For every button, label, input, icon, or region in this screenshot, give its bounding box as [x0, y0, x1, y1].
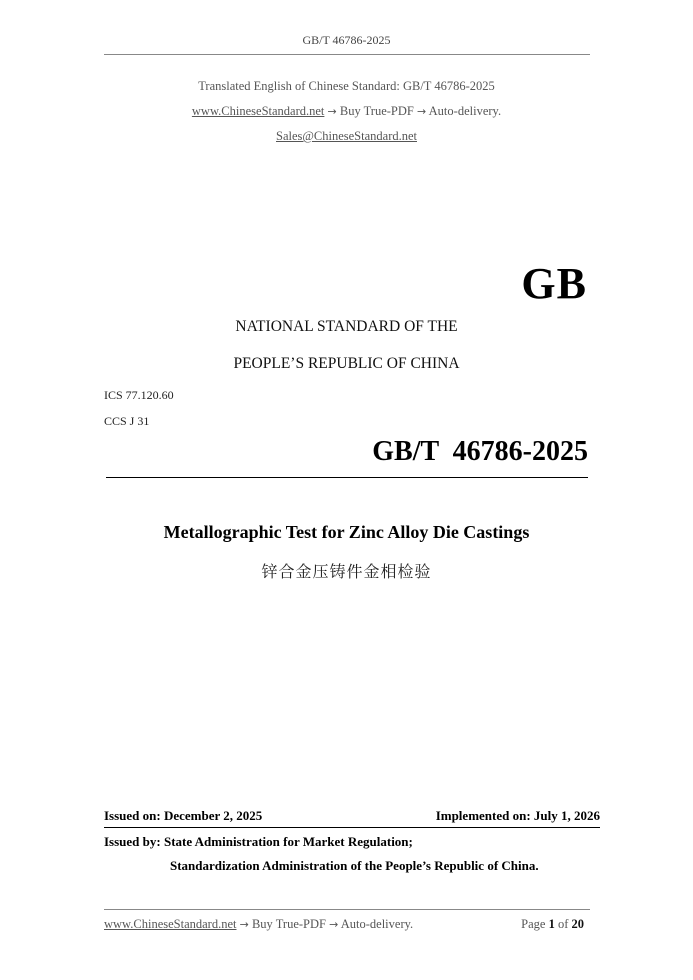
delivery-text: Auto-delivery. — [428, 104, 502, 118]
email-line — [0, 129, 693, 144]
footer-buy-text: Buy True-PDF — [251, 917, 326, 931]
issued-by: Issued by: State Administration for Market Regulation; — [104, 834, 413, 849]
footer-rule — [104, 909, 590, 910]
arrow-icon: → — [327, 105, 337, 118]
issued-by-line2: Standardization Administration of the People’s Republic of China. — [170, 858, 539, 873]
gb-mark: GB — [521, 259, 587, 308]
dates-rule — [104, 827, 600, 828]
code-rule — [106, 477, 588, 478]
ccs-code: CCS J 31 — [104, 414, 150, 428]
purchase-line — [0, 104, 693, 119]
title-english: Metallographic Test for Zinc Alloy Die Castings — [163, 522, 530, 542]
website-link[interactable]: www.ChineseStandard.net — [191, 104, 325, 118]
issued-on: Issued on: December 2, 2025 — [104, 808, 263, 823]
buy-text: Buy True-PDF — [339, 104, 414, 118]
header-rule — [104, 54, 590, 55]
page-of: of — [557, 917, 569, 931]
running-header: GB/T 46786-2025 — [302, 33, 391, 47]
arrow-icon: → — [417, 105, 427, 118]
page-label: Page — [521, 917, 546, 931]
page-number — [521, 917, 584, 932]
page-total: 20 — [571, 917, 584, 931]
page-current: 1 — [548, 917, 555, 931]
footer-links — [104, 917, 413, 932]
ics-code: ICS 77.120.60 — [104, 388, 174, 402]
footer-website-link[interactable]: www.ChineseStandard.net — [104, 917, 237, 931]
implemented-on: Implemented on: July 1, 2026 — [435, 808, 600, 823]
national-standard-line2: PEOPLE’S REPUBLIC OF CHINA — [233, 355, 460, 372]
email-link[interactable]: Sales@ChineseStandard.net — [276, 129, 417, 143]
standard-code: GB/T 46786-2025 — [372, 436, 588, 467]
arrow-icon: → — [329, 918, 339, 931]
arrow-icon: → — [239, 918, 249, 931]
footer-delivery-text: Auto-delivery. — [340, 917, 414, 931]
title-chinese: 锌合金压铸件金相检验 — [261, 562, 432, 581]
national-standard-line1: NATIONAL STANDARD OF THE — [235, 318, 458, 335]
translation-notice: Translated English of Chinese Standard: GB/T 46786-2025 — [198, 79, 495, 93]
